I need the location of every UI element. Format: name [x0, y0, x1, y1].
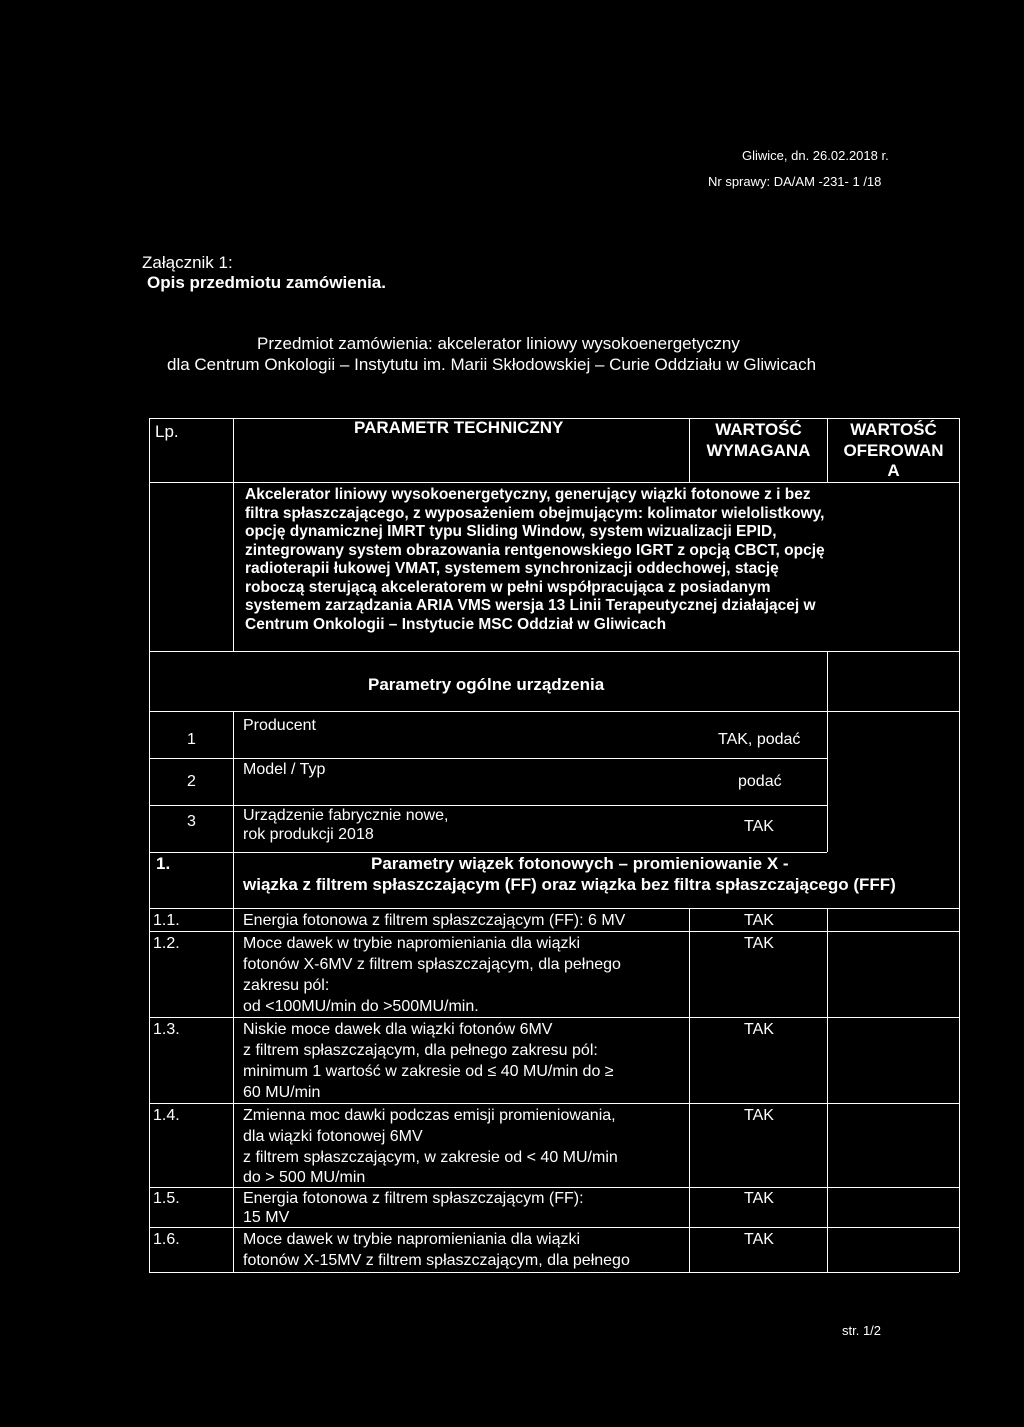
col-header-offered-1: WARTOŚĆ	[850, 420, 937, 439]
row-required: TAK	[744, 1231, 774, 1248]
row-required: TAK	[744, 935, 774, 952]
row-param: minimum 1 wartość w zakresie od ≤ 40 MU/min do ≥	[243, 1063, 614, 1080]
description-line: roboczą sterującą akceleratorem w pełni współpracująca z posiadanym	[245, 578, 771, 596]
subject-line-2: dla Centrum Onkologii – Instytutu im. Marii Skłodowskiej – Curie Oddziału w Gliwicach	[167, 355, 817, 374]
row-param: z filtrem spłaszczającym, dla pełnego zakresu pól:	[243, 1042, 598, 1059]
attachment-title: Opis przedmiotu zamówienia.	[147, 273, 386, 292]
row-required: TAK	[744, 1190, 774, 1207]
col-header-required-2: WYMAGANA	[706, 441, 811, 460]
row-param: Zmienna moc dawki podczas emisji promieniowania,	[243, 1107, 616, 1124]
description-line: radioterapii łukowej VMAT, systemem synchronizacji oddechowej, stację	[245, 560, 779, 577]
row-lp: 1.4.	[153, 1107, 180, 1124]
row-required: podać	[738, 773, 782, 790]
row-lp: 2	[187, 773, 196, 790]
place-date: Gliwice, dn. 26.02.2018 r.	[742, 148, 889, 163]
col-header-param: PARAMETR TECHNICZNY	[354, 418, 564, 437]
row-param: rok produkcji 2018	[243, 826, 374, 843]
row-param: dla wiązki fotonowej 6MV	[243, 1128, 423, 1145]
row-param: z filtrem spłaszczającym, w zakresie od < 40 MU/min	[243, 1149, 618, 1166]
row-required: TAK	[744, 1107, 774, 1124]
page-number: str. 1/2	[842, 1323, 882, 1338]
equipment-description	[245, 486, 825, 634]
col-header-required-1: WARTOŚĆ	[715, 420, 802, 439]
row-param: fotonów X-15MV z filtrem spłaszczającym, dla pełnego	[243, 1252, 630, 1269]
row-param: Producent	[243, 717, 316, 734]
subject-line-1: Przedmiot zamówienia: akcelerator liniowy wysokoenergetyczny	[257, 334, 740, 353]
case-number: Nr sprawy: DA/AM -231- 1 /18	[708, 174, 882, 189]
row-param: Energia fotonowa z filtrem spłaszczającym (FF): 6 MV	[243, 912, 626, 929]
row-lp: 1	[187, 731, 196, 748]
description-line: filtra spłaszczającego, z wyposażeniem obejmującym: kolimator wielolistkowy,	[245, 504, 825, 522]
row-required: TAK	[744, 1021, 774, 1038]
description-line: zintegrowany system obrazowania rentgenowskiego IGRT z opcją CBCT, opcję	[245, 541, 825, 559]
row-required: TAK	[744, 912, 774, 929]
row-required: TAK, podać	[718, 731, 801, 748]
section1-title-2: wiązka z filtrem spłaszczającym (FF) oraz wiązka bez filtra spłaszczającego (FFF)	[243, 875, 896, 894]
row-param: do > 500 MU/min	[243, 1169, 366, 1186]
description-line: systemem zarządzania ARIA VMS wersja 13 Linii Terapeutycznej działającej w	[245, 597, 816, 614]
row-lp: 3	[187, 813, 196, 830]
section1-title-1: Parametry wiązek fotonowych – promieniowanie X -	[371, 854, 789, 873]
row-required: TAK	[744, 818, 774, 835]
row-lp: 1.5.	[153, 1190, 180, 1207]
row-param: Moce dawek w trybie napromieniania dla wiązki	[243, 935, 581, 952]
row-param: 60 MU/min	[243, 1084, 321, 1101]
row-param: 15 MV	[243, 1209, 290, 1226]
row-param: Urządzenie fabrycznie nowe,	[243, 807, 449, 824]
section1-lp: 1.	[156, 854, 171, 873]
row-param: od <100MU/min do >500MU/min.	[243, 998, 479, 1015]
description-line: Centrum Onkologii – Instytucie MSC Oddział w Gliwicach	[245, 615, 667, 633]
row-lp: 1.1.	[153, 912, 180, 929]
row-lp: 1.6.	[153, 1231, 180, 1248]
row-param: Energia fotonowa z filtrem spłaszczającym (FF):	[243, 1190, 584, 1207]
col-header-offered-2: OFEROWAN	[843, 441, 944, 460]
row-lp: 1.2.	[153, 935, 180, 952]
description-line: Akcelerator liniowy wysokoenergetyczny, generujący wiązki fotonowe z i bez	[245, 486, 811, 503]
section-general-title: Parametry ogólne urządzenia	[368, 675, 605, 694]
row-param: Model / Typ	[243, 761, 326, 778]
row-param: Moce dawek w trybie napromieniania dla wiązki	[243, 1231, 581, 1248]
row-param: fotonów X-6MV z filtrem spłaszczającym, dla pełnego	[243, 956, 621, 973]
attachment-label: Załącznik 1:	[142, 253, 233, 272]
col-header-lp: Lp.	[155, 422, 179, 441]
col-header-offered-3: A	[887, 461, 900, 480]
row-param: zakresu pól:	[243, 977, 330, 994]
row-param: Niskie moce dawek dla wiązki fotonów 6MV	[243, 1021, 553, 1038]
description-line: opcję dynamicznej IMRT typu Sliding Window, system wizualizacji EPID,	[245, 523, 777, 540]
row-lp: 1.3.	[153, 1021, 180, 1038]
